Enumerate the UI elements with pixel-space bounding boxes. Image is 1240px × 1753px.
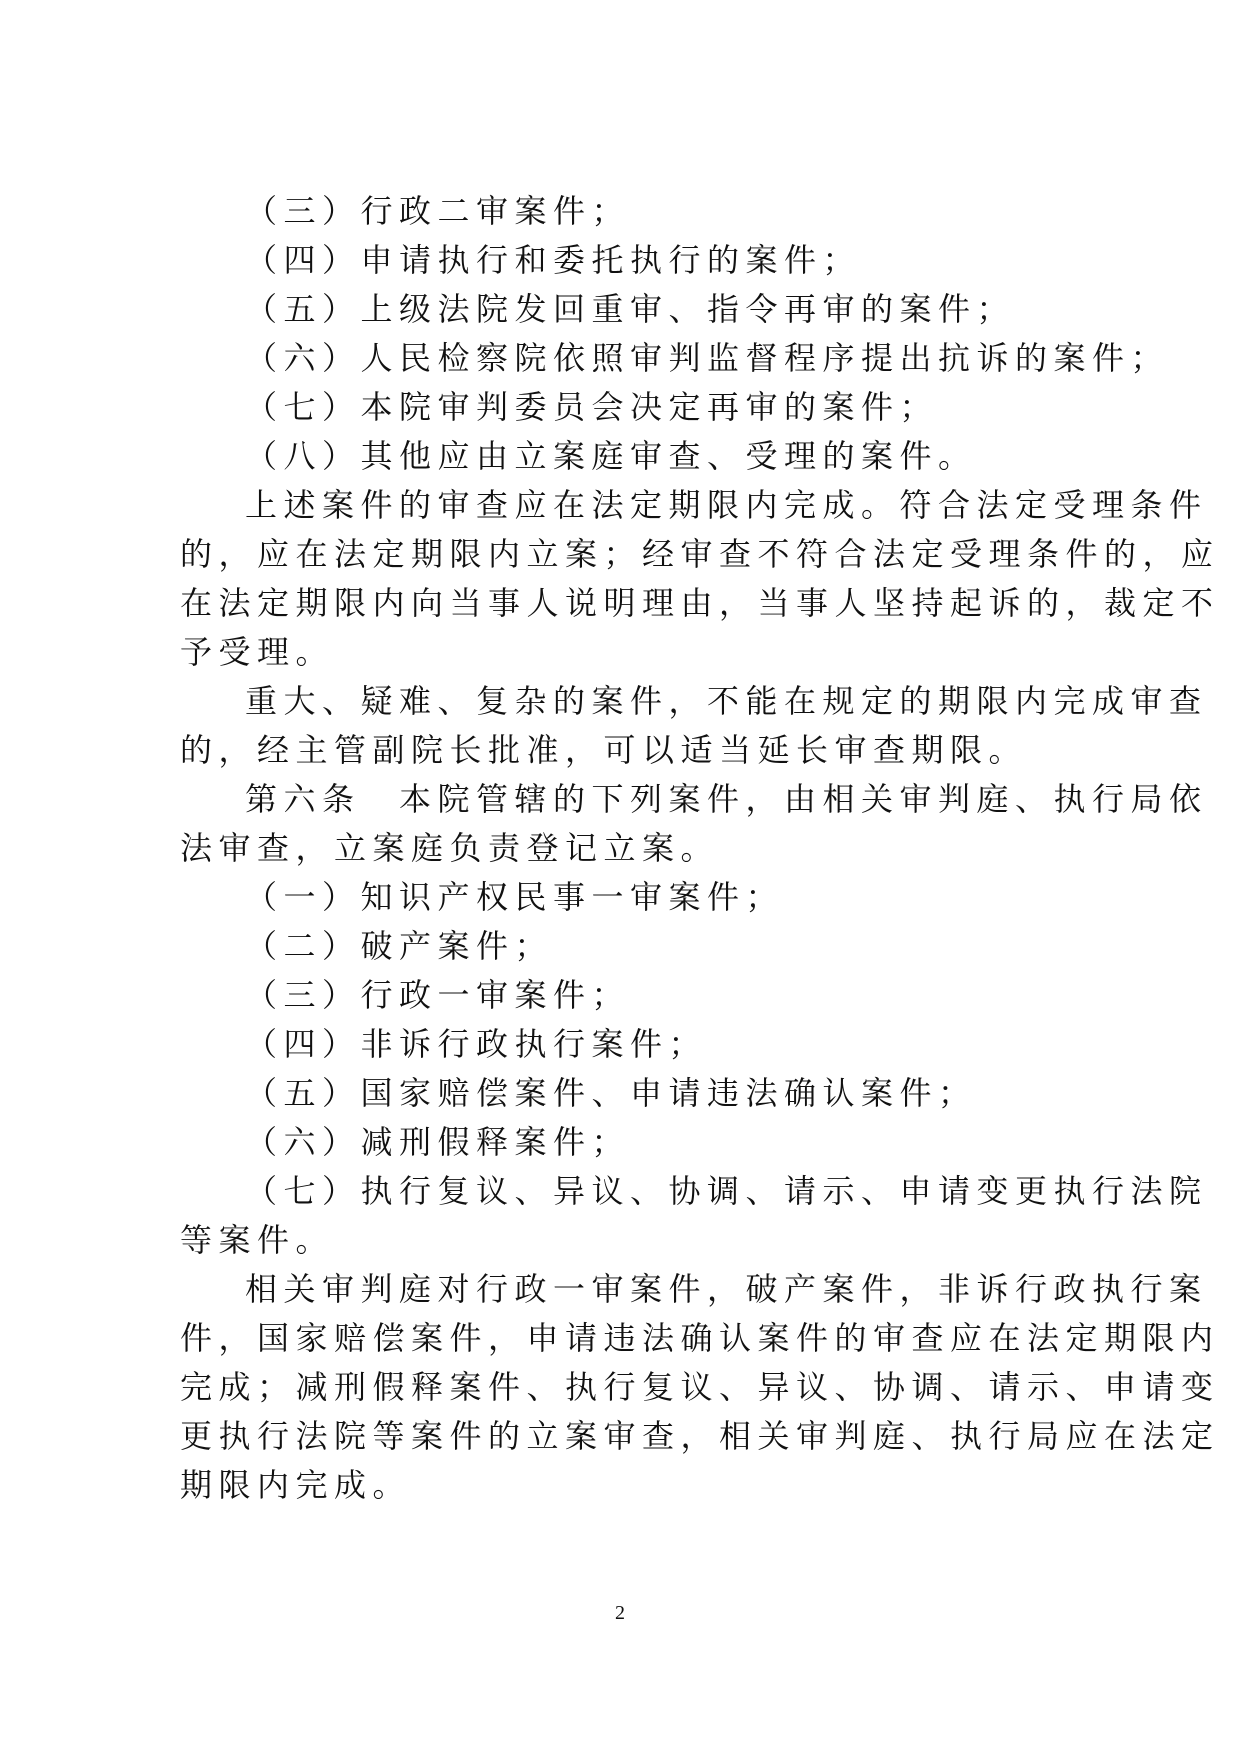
text-line: 完成；减刑假释案件、执行复议、异议、协调、请示、申请变 <box>180 1368 1220 1406</box>
text-line: （七）本院审判委员会决定再审的案件； <box>245 388 939 426</box>
text-line: （三）行政一审案件； <box>245 976 631 1014</box>
text-line: 重大、疑难、复杂的案件，不能在规定的期限内完成审查 <box>245 682 1208 720</box>
article-heading-line: 第六条 本院管辖的下列案件，由相关审判庭、执行局依 <box>245 780 1208 818</box>
text-line: 在法定期限内向当事人说明理由，当事人坚持起诉的，裁定不 <box>180 584 1220 622</box>
text-line: （二）破产案件； <box>245 927 554 965</box>
text-line: 相关审判庭对行政一审案件，破产案件，非诉行政执行案 <box>245 1270 1208 1308</box>
text-line: 法审查，立案庭负责登记立案。 <box>180 829 720 867</box>
text-line: 上述案件的审查应在法定期限内完成。符合法定受理条件 <box>245 486 1208 524</box>
text-line: （五）国家赔偿案件、申请违法确认案件； <box>245 1074 977 1112</box>
text-line: （四）申请执行和委托执行的案件； <box>245 241 862 279</box>
text-line: 的，应在法定期限内立案；经审查不符合法定受理条件的，应 <box>180 535 1220 573</box>
text-line: 予受理。 <box>180 633 335 671</box>
text-line: （八）其他应由立案庭审查、受理的案件。 <box>245 437 977 475</box>
page-number: 2 <box>615 1602 625 1624</box>
text-line: （七）执行复议、异议、协调、请示、申请变更执行法院 <box>245 1172 1208 1210</box>
text-line: （四）非诉行政执行案件； <box>245 1025 708 1063</box>
text-line: （三）行政二审案件； <box>245 192 631 230</box>
text-line: 更执行法院等案件的立案审查，相关审判庭、执行局应在法定 <box>180 1417 1220 1455</box>
text-line: （六）减刑假释案件； <box>245 1123 631 1161</box>
text-line: 等案件。 <box>180 1221 335 1259</box>
text-line: （六）人民检察院依照审判监督程序提出抗诉的案件； <box>245 339 1170 377</box>
text-line: （一）知识产权民事一审案件； <box>245 878 785 916</box>
text-line: 期限内完成。 <box>180 1466 412 1504</box>
text-line: 的，经主管副院长批准，可以适当延长审查期限。 <box>180 731 1028 769</box>
text-line: （五）上级法院发回重审、指令再审的案件； <box>245 290 1016 328</box>
text-line: 件，国家赔偿案件，申请违法确认案件的审查应在法定期限内 <box>180 1319 1220 1357</box>
